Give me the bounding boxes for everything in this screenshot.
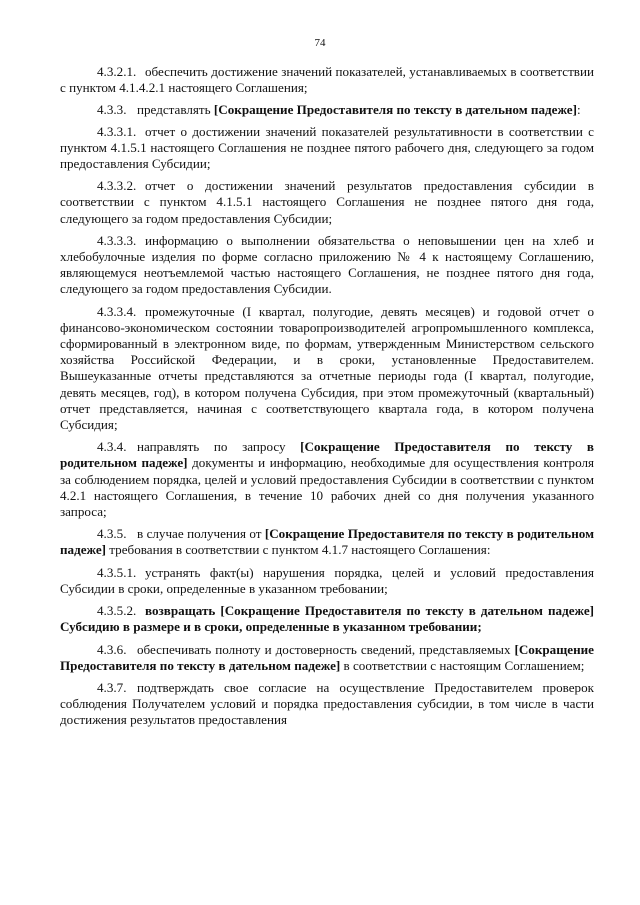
clause-number: 4.3.3.3. (97, 232, 137, 248)
clause-text: отчет о достижении значений результатов предоставления субсидии в соответствии с пунктом 4.1.5.1 настоящего Соглашения не позднее пятого дня года, следующего за годом предоставления Субсидии; (60, 178, 594, 226)
clause-text: устранять факт(ы) нарушения порядка, целей и условий предоставления Субсидии в сроки, определенные в указанном требовании; (60, 564, 594, 596)
clause-number: 4.3.3.2. (97, 178, 137, 194)
clause-text: отчет о достижении значений показателей результативности в соответствии с пунктом 4.1.5.1 настоящего Соглашения не позднее пятого рабочего дня, следующего за годом предоставления Субсидии; (60, 123, 594, 172)
clause-number: 4.3.5. (97, 526, 127, 542)
clause-text: подтверждать свое согласие на осуществление Предоставителем проверок соблюдения Получателем условий и порядка предоставления субсидии, в том числе в части достижения результатов предоставления (60, 679, 594, 728)
clause-number: 4.3.6. (97, 641, 127, 657)
paragraph-4-3-5-1 (60, 565, 594, 597)
clause-text: документы и информацию, необходимые для осуществления контроля за соблюдением порядка, целей и условий предоставления Субсидии в соответствии с пунктом 4.2.1 настоящего Соглашения, в течение 10 рабочих дней со дня получения указанного запроса; (60, 455, 595, 520)
clause-text: представлять (137, 102, 214, 118)
clause-number: 4.3.5.1. (97, 564, 137, 580)
placeholder-provider-dative: [Сокращение Предоставителя по тексту в дательном падеже] (213, 102, 577, 118)
paragraph-4-3-5 (60, 526, 594, 558)
clause-text: информацию о выполнении обязательства о неповышении цен на хлеб и хлебобулочные изделия по форме согласно приложению № 4 к настоящему Соглашению, являющемуся неотъемлемой частью настоящего Соглашения, не позднее пятого дня года, следующего за годом предоставления Субсидии. (60, 232, 594, 297)
page-number: 74 (314, 37, 326, 49)
paragraph-4-3-3-1 (60, 124, 594, 173)
clause-text: направлять по запросу (137, 439, 301, 455)
paragraph-4-3-7 (60, 680, 594, 729)
clause-number: 4.3.3.1. (97, 123, 137, 139)
paragraph-4-3-3 (60, 102, 594, 118)
paragraph-4-3-4 (60, 439, 594, 520)
clause-text: требования в соответствии с пунктом 4.1.7 настоящего Соглашения: (106, 542, 491, 558)
clause-text: обеспечить достижение значений показателей, устанавливаемых в соответствии с пунктом 4.1.4.2.1 настоящего Соглашения; (60, 64, 594, 96)
clause-number: 4.3.5.2. (97, 603, 137, 619)
placeholder-provider-dative: [Сокращение Предоставителя по тексту в дательном падеже] (60, 641, 594, 673)
clause-number: 4.3.2.1. (97, 64, 137, 79)
clause-text: в случае получения от (137, 526, 265, 542)
placeholder-provider-genitive: [Сокращение Предоставителя по тексту в родительном падеже] (60, 526, 594, 558)
placeholder-provider-genitive: [Сокращение Предоставителя по тексту в родительном падеже] (60, 439, 594, 471)
paragraph-4-3-2-1 (60, 64, 594, 96)
clause-text: промежуточные (I квартал, полугодие, девять месяцев) и годовой отчет о финансово-экономическом состоянии товаропроизводителей агропромышленного комплекса, сформированный в электронном виде, по формам, утвержденным Министерством сельского хозяйства Российской Федерации, и в сроки, установленные Предоставителем. Вышеуказанные отчеты представляются за отчетные периоды года (I квартал, полугодие, девять месяцев, год), в котором получена Субсидия, при этом промежуточный (квартальный) отчет представляется, начиная с соответствующего квартала года, в котором получена Субсидия; (60, 303, 594, 433)
clause-text-bold: возвращать [Сокращение Предоставителя по тексту в дательном падеже] Субсидию в размере и в сроки, определенные в указанном требовании; (60, 603, 594, 635)
document-body (60, 64, 594, 735)
paragraph-4-3-6 (60, 642, 594, 674)
paragraph-4-3-3-4 (60, 304, 594, 434)
clause-text: обеспечивать полноту и достоверность сведений, представляемых (137, 641, 515, 657)
clause-text: в соответствии с настоящим Соглашением; (340, 657, 585, 673)
clause-number: 4.3.7. (97, 679, 127, 695)
paragraph-4-3-5-2 (60, 603, 594, 635)
clause-number: 4.3.4. (97, 439, 127, 455)
clause-number: 4.3.3.4. (97, 303, 137, 319)
paragraph-4-3-3-3 (60, 233, 594, 298)
clause-text: : (576, 102, 581, 118)
clause-number: 4.3.3. (97, 102, 127, 118)
paragraph-4-3-3-2 (60, 178, 594, 227)
